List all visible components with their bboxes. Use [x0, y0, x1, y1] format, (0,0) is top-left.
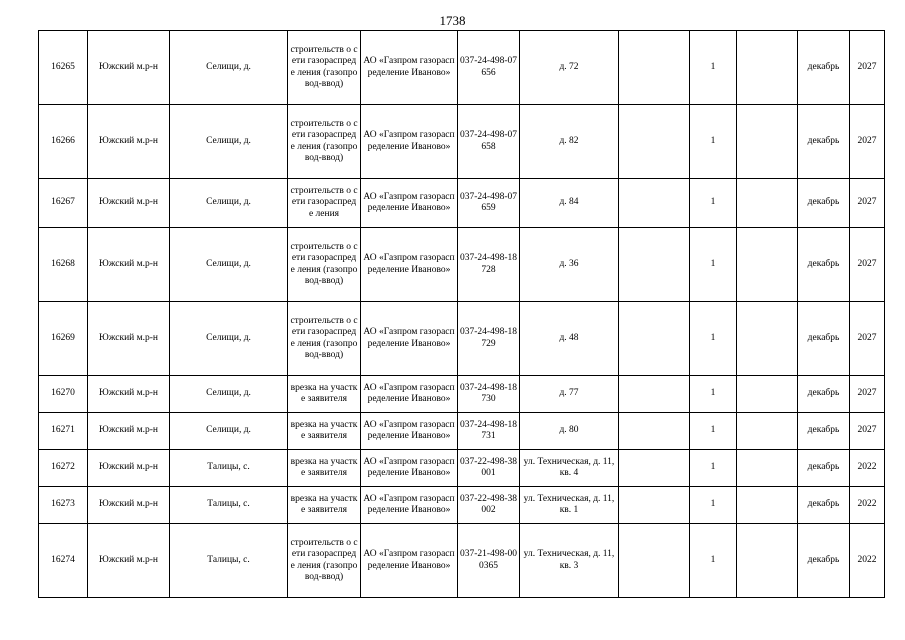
work-type-cell: строительств о сети газораспреде ления (газопровод-ввод) — [288, 31, 361, 105]
table-row — [39, 413, 885, 450]
settlement-cell: Селищи, д. — [170, 105, 288, 179]
address-cell: ул. Техническая, д. 11, кв. 3 — [520, 524, 619, 598]
row-number-cell: 16268 — [39, 228, 88, 302]
month-cell: декабрь — [798, 105, 850, 179]
quantity-cell: 1 — [690, 450, 737, 487]
organization-cell: АО «Газпром газораспределение Иваново» — [361, 105, 458, 179]
settlement-cell: Талицы, с. — [170, 450, 288, 487]
quantity-cell: 1 — [690, 413, 737, 450]
year-cell: 2022 — [850, 487, 885, 524]
year-cell: 2027 — [850, 179, 885, 228]
settlement-cell: Селищи, д. — [170, 31, 288, 105]
work-type-cell: строительств о сети газораспреде ления (газопровод-ввод) — [288, 228, 361, 302]
empty-cell — [737, 487, 798, 524]
month-cell: декабрь — [798, 413, 850, 450]
settlement-cell: Талицы, с. — [170, 487, 288, 524]
organization-cell: АО «Газпром газораспределение Иваново» — [361, 179, 458, 228]
year-cell: 2027 — [850, 302, 885, 376]
district-cell: Южский м.р-н — [88, 413, 170, 450]
district-cell: Южский м.р-н — [88, 179, 170, 228]
table-row — [39, 302, 885, 376]
row-number-cell: 16269 — [39, 302, 88, 376]
empty-cell — [619, 179, 690, 228]
settlement-cell: Селищи, д. — [170, 302, 288, 376]
quantity-cell: 1 — [690, 31, 737, 105]
empty-cell — [737, 228, 798, 302]
settlement-cell: Селищи, д. — [170, 376, 288, 413]
address-cell: д. 72 — [520, 31, 619, 105]
table-row — [39, 228, 885, 302]
work-type-cell: строительств о сети газораспреде ления — [288, 179, 361, 228]
month-cell: декабрь — [798, 31, 850, 105]
empty-cell — [619, 105, 690, 179]
code-cell: 037-24-498-18728 — [458, 228, 520, 302]
empty-cell — [619, 302, 690, 376]
address-cell: ул. Техническая, д. 11, кв. 4 — [520, 450, 619, 487]
address-cell: д. 48 — [520, 302, 619, 376]
code-cell: 037-24-498-07658 — [458, 105, 520, 179]
quantity-cell: 1 — [690, 179, 737, 228]
district-cell: Южский м.р-н — [88, 302, 170, 376]
empty-cell — [619, 413, 690, 450]
settlement-cell: Селищи, д. — [170, 228, 288, 302]
year-cell: 2027 — [850, 228, 885, 302]
year-cell: 2027 — [850, 105, 885, 179]
work-type-cell: строительств о сети газораспреде ления (газопровод-ввод) — [288, 524, 361, 598]
empty-cell — [737, 302, 798, 376]
year-cell: 2027 — [850, 376, 885, 413]
district-cell: Южский м.р-н — [88, 31, 170, 105]
page-number: 1738 — [439, 13, 466, 28]
quantity-cell: 1 — [690, 105, 737, 179]
month-cell: декабрь — [798, 376, 850, 413]
empty-cell — [737, 31, 798, 105]
table-row — [39, 31, 885, 105]
empty-cell — [737, 376, 798, 413]
month-cell: декабрь — [798, 179, 850, 228]
empty-cell — [737, 179, 798, 228]
address-cell: д. 36 — [520, 228, 619, 302]
month-cell: декабрь — [798, 487, 850, 524]
organization-cell: АО «Газпром газораспределение Иваново» — [361, 31, 458, 105]
row-number-cell: 16265 — [39, 31, 88, 105]
year-cell: 2022 — [850, 524, 885, 598]
month-cell: декабрь — [798, 450, 850, 487]
district-cell: Южский м.р-н — [88, 524, 170, 598]
empty-cell — [737, 524, 798, 598]
organization-cell: АО «Газпром газораспределение Иваново» — [361, 302, 458, 376]
district-cell: Южский м.р-н — [88, 450, 170, 487]
work-type-cell: врезка на участке заявителя — [288, 487, 361, 524]
quantity-cell: 1 — [690, 487, 737, 524]
quantity-cell: 1 — [690, 524, 737, 598]
code-cell: 037-21-498-000365 — [458, 524, 520, 598]
row-number-cell: 16270 — [39, 376, 88, 413]
address-cell: ул. Техническая, д. 11, кв. 1 — [520, 487, 619, 524]
organization-cell: АО «Газпром газораспределение Иваново» — [361, 413, 458, 450]
organization-cell: АО «Газпром газораспределение Иваново» — [361, 524, 458, 598]
row-number-cell: 16267 — [39, 179, 88, 228]
table-row — [39, 487, 885, 524]
empty-cell — [619, 31, 690, 105]
empty-cell — [737, 450, 798, 487]
empty-cell — [619, 376, 690, 413]
code-cell: 037-22-498-38002 — [458, 487, 520, 524]
quantity-cell: 1 — [690, 302, 737, 376]
code-cell: 037-24-498-18729 — [458, 302, 520, 376]
work-type-cell: строительств о сети газораспреде ления (газопровод-ввод) — [288, 302, 361, 376]
row-number-cell: 16266 — [39, 105, 88, 179]
address-cell: д. 77 — [520, 376, 619, 413]
empty-cell — [737, 105, 798, 179]
code-cell: 037-24-498-18731 — [458, 413, 520, 450]
code-cell: 037-24-498-18730 — [458, 376, 520, 413]
code-cell: 037-24-498-07656 — [458, 31, 520, 105]
organization-cell: АО «Газпром газораспределение Иваново» — [361, 487, 458, 524]
table-row — [39, 376, 885, 413]
year-cell: 2022 — [850, 450, 885, 487]
settlement-cell: Селищи, д. — [170, 413, 288, 450]
empty-cell — [619, 487, 690, 524]
year-cell: 2027 — [850, 413, 885, 450]
month-cell: декабрь — [798, 228, 850, 302]
address-cell: д. 84 — [520, 179, 619, 228]
month-cell: декабрь — [798, 302, 850, 376]
settlement-cell: Селищи, д. — [170, 179, 288, 228]
empty-cell — [619, 524, 690, 598]
work-type-cell: врезка на участке заявителя — [288, 413, 361, 450]
table-row — [39, 450, 885, 487]
row-number-cell: 16271 — [39, 413, 88, 450]
address-cell: д. 80 — [520, 413, 619, 450]
code-cell: 037-22-498-38001 — [458, 450, 520, 487]
row-number-cell: 16272 — [39, 450, 88, 487]
empty-cell — [619, 450, 690, 487]
empty-cell — [737, 413, 798, 450]
organization-cell: АО «Газпром газораспределение Иваново» — [361, 376, 458, 413]
registry-table — [38, 30, 885, 598]
table-row — [39, 105, 885, 179]
empty-cell — [619, 228, 690, 302]
work-type-cell: врезка на участке заявителя — [288, 450, 361, 487]
quantity-cell: 1 — [690, 376, 737, 413]
code-cell: 037-24-498-07659 — [458, 179, 520, 228]
year-cell: 2027 — [850, 31, 885, 105]
organization-cell: АО «Газпром газораспределение Иваново» — [361, 450, 458, 487]
month-cell: декабрь — [798, 524, 850, 598]
address-cell: д. 82 — [520, 105, 619, 179]
district-cell: Южский м.р-н — [88, 487, 170, 524]
row-number-cell: 16274 — [39, 524, 88, 598]
work-type-cell: врезка на участке заявителя — [288, 376, 361, 413]
table-row — [39, 524, 885, 598]
row-number-cell: 16273 — [39, 487, 88, 524]
district-cell: Южский м.р-н — [88, 376, 170, 413]
table-row — [39, 179, 885, 228]
district-cell: Южский м.р-н — [88, 105, 170, 179]
registry-table-body — [39, 31, 885, 598]
quantity-cell: 1 — [690, 228, 737, 302]
organization-cell: АО «Газпром газораспределение Иваново» — [361, 228, 458, 302]
work-type-cell: строительств о сети газораспреде ления (газопровод-ввод) — [288, 105, 361, 179]
district-cell: Южский м.р-н — [88, 228, 170, 302]
settlement-cell: Талицы, с. — [170, 524, 288, 598]
